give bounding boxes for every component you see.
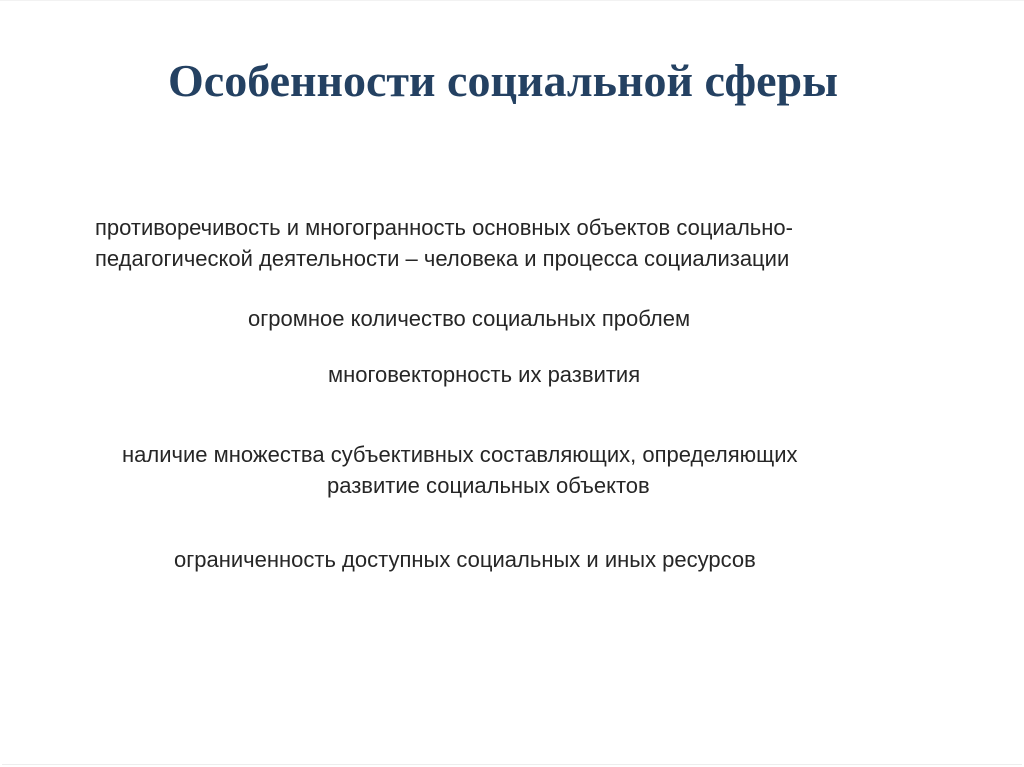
slide-title: Особенности социальной сферы [168,55,839,106]
feature-item-4-line-2: развитие социальных объектов [327,473,650,498]
feature-item-1-line-1: противоречивость и многогранность основных объектов социально- [95,215,793,240]
feature-item-5-line-1: ограниченность доступных социальных и иных ресурсов [174,547,756,572]
feature-item-2-line-1: огромное количество социальных проблем [248,306,691,331]
feature-item-1-line-2: педагогической деятельности – человека и процесса социализации [95,246,790,271]
feature-item-4-line-1: наличие множества субъективных составляющих, определяющих [122,442,798,467]
feature-item-3-line-1: многовекторность их развития [328,362,641,387]
